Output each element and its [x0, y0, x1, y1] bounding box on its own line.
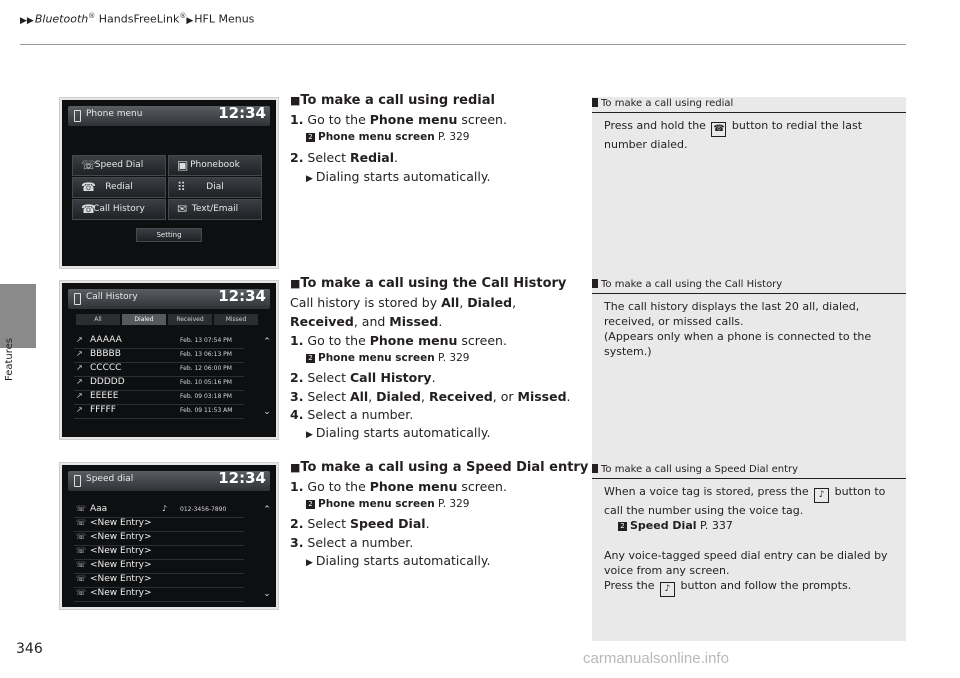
- chapter-label: Features: [4, 338, 15, 381]
- cross-reference[interactable]: 2 Phone menu screen P. 329: [306, 498, 469, 510]
- clock: 12:34: [218, 104, 266, 122]
- setting-button[interactable]: Setting: [136, 228, 202, 242]
- speed-dial-display: [62, 465, 276, 607]
- section-heading-speed-dial: ■To make a call using a Speed Dial entry: [290, 460, 589, 475]
- note-title-speed-dial: To make a call using a Speed Dial entry: [592, 464, 798, 475]
- screen-title: Phone menu: [86, 109, 143, 119]
- talk-icon: ♪: [814, 488, 829, 503]
- step-3: 3. Select a number.: [290, 535, 414, 550]
- step-result: ▶ Dialing starts automatically.: [306, 553, 491, 568]
- step-2: 2. Select Call History.: [290, 370, 436, 385]
- step-4: 4. Select a number.: [290, 407, 414, 422]
- section-heading-call-history: ■To make a call using the Call History: [290, 276, 567, 291]
- speed-dial-row[interactable]: ☏ Aaa ♪ 012-3456-7890: [74, 504, 244, 518]
- breadcrumb-arrow-icon: ▶▶: [20, 15, 34, 26]
- call-history-screenshot: [59, 280, 279, 440]
- speed-dial-row[interactable]: ☏ <New Entry>: [74, 588, 244, 602]
- phone-icon: [74, 293, 81, 305]
- dialed-call-icon: ↗: [76, 377, 83, 386]
- speed-dial-row[interactable]: ☏ <New Entry>: [74, 574, 244, 588]
- section-heading-redial: ■To make a call using redial: [290, 93, 495, 108]
- step-1: 1. Go to the Phone menu screen.: [290, 112, 507, 127]
- redial-button[interactable]: ☎ Redial: [72, 177, 166, 198]
- step-2: 2. Select Redial.: [290, 150, 399, 165]
- scroll-down-icon[interactable]: ⌄: [263, 589, 271, 599]
- phone-icon: [74, 110, 81, 122]
- call-row[interactable]: ↗ EEEEE Feb. 09 03:18 PM: [74, 391, 244, 405]
- call-history-button[interactable]: ☎ Call History: [72, 199, 166, 220]
- speed-dial-icon: ☏: [81, 158, 97, 172]
- dialed-call-icon: ↗: [76, 363, 83, 372]
- scroll-up-icon[interactable]: ⌃: [263, 505, 271, 515]
- phone-icon: [74, 475, 81, 487]
- note-rule: [592, 112, 906, 113]
- note-rule: [592, 293, 906, 294]
- tab-received[interactable]: Received: [168, 314, 212, 325]
- dialed-call-icon: ↗: [76, 391, 83, 400]
- keypad-icon: ⠿: [177, 180, 186, 194]
- step-result: ▶ Dialing starts automatically.: [306, 425, 491, 440]
- envelope-icon: ✉: [177, 202, 188, 216]
- note-title-redial: To make a call using redial: [592, 98, 733, 109]
- speed-dial-row[interactable]: ☏ <New Entry>: [74, 532, 244, 546]
- speed-dial-screenshot: [59, 462, 279, 610]
- phone-icon: ☏: [76, 518, 87, 527]
- step-1: 1. Go to the Phone menu screen.: [290, 333, 507, 348]
- screen-title: Speed dial: [86, 474, 134, 484]
- text-email-button[interactable]: ✉ Text/Email: [168, 199, 262, 220]
- reference-icon: 2: [306, 133, 315, 142]
- registered-mark-2: ®: [179, 12, 187, 20]
- step-2: 2. Select Speed Dial.: [290, 516, 430, 531]
- tab-dialed[interactable]: Dialed: [122, 314, 166, 325]
- call-history-display: [62, 283, 276, 437]
- scroll-up-icon[interactable]: ⌃: [263, 337, 271, 347]
- phone-menu-display: [62, 100, 276, 266]
- clock: 12:34: [218, 469, 266, 487]
- clock: 12:34: [218, 287, 266, 305]
- phone-icon: ☏: [76, 546, 87, 555]
- intro-line-2: Received, and Missed.: [290, 314, 443, 329]
- speed-dial-button[interactable]: ☏ Speed Dial: [72, 155, 166, 176]
- screen-title-bar: [68, 289, 270, 309]
- call-row[interactable]: ↗ AAAAA Feb. 13 07:54 PM: [74, 335, 244, 349]
- phone-icon: ☏: [76, 504, 87, 513]
- breadcrumb-hfl-menus: HFL Menus: [194, 12, 255, 26]
- phonebook-icon: ▣: [177, 158, 189, 172]
- result-arrow-icon: ▶: [306, 558, 313, 568]
- call-row[interactable]: ↗ CCCCC Feb. 12 06:00 PM: [74, 363, 244, 377]
- breadcrumb-bluetooth: Bluetooth: [34, 12, 89, 26]
- reference-icon: 2: [306, 500, 315, 509]
- call-history-icon: ☎: [81, 202, 96, 216]
- note-marker-icon: [592, 98, 598, 107]
- reference-icon: 2: [306, 354, 315, 363]
- speed-dial-row[interactable]: ☏ <New Entry>: [74, 546, 244, 560]
- screen-title-bar: [68, 106, 270, 126]
- call-row[interactable]: ↗ DDDDD Feb. 10 05:16 PM: [74, 377, 244, 391]
- cross-reference[interactable]: 2 Phone menu screen P. 329: [306, 352, 469, 364]
- tab-all[interactable]: All: [76, 314, 120, 325]
- reference-icon: 2: [618, 522, 627, 531]
- note-marker-icon: [592, 279, 598, 288]
- screen-title: Call History: [86, 292, 138, 302]
- dial-button[interactable]: ⠿ Dial: [168, 177, 262, 198]
- phone-menu-screenshot: [59, 97, 279, 269]
- result-arrow-icon: ▶: [306, 430, 313, 440]
- intro-line-1: Call history is stored by All, Dialed,: [290, 295, 517, 310]
- pick-up-icon: ☎: [711, 122, 726, 137]
- phone-icon: ☏: [76, 532, 87, 541]
- note-rule: [592, 478, 906, 479]
- speed-dial-row[interactable]: ☏ <New Entry>: [74, 518, 244, 532]
- phone-icon: ☏: [76, 560, 87, 569]
- step-1: 1. Go to the Phone menu screen.: [290, 479, 507, 494]
- call-row[interactable]: ↗ BBBBB Feb. 13 06:13 PM: [74, 349, 244, 363]
- note-marker-icon: [592, 464, 598, 473]
- header-rule: [20, 44, 906, 45]
- phone-icon: ☏: [76, 588, 87, 597]
- dialed-call-icon: ↗: [76, 335, 83, 344]
- redial-icon: ☎: [81, 180, 96, 194]
- note-text: Press and hold the ☎ button to redial the last number dialed.: [604, 119, 863, 151]
- page-number: 346: [16, 641, 43, 657]
- note-text: When a voice tag is stored, press the ♪ button to call the number using the voice tag. 2 Speed Dial P. 337 Any voice-tagged speed dial entry can be dialed by voice from any screen. Press the ♪ button and follow the prompts.: [604, 484, 888, 597]
- result-arrow-icon: ▶: [306, 174, 313, 184]
- registered-mark: ®: [88, 12, 96, 20]
- dialed-call-icon: ↗: [76, 405, 83, 414]
- voice-tag-icon: ♪: [162, 504, 168, 513]
- call-row[interactable]: ↗ FFFFF Feb. 09 11:53 AM: [74, 405, 244, 419]
- phonebook-button[interactable]: ▣ Phonebook: [168, 155, 262, 176]
- cross-reference[interactable]: 2 Phone menu screen P. 329: [306, 131, 469, 143]
- breadcrumb-handsfreelink: HandsFreeLink: [95, 12, 180, 26]
- scroll-down-icon[interactable]: ⌄: [263, 407, 271, 417]
- speed-dial-row[interactable]: ☏ <New Entry>: [74, 560, 244, 574]
- breadcrumb-arrow-icon-2: ▶: [186, 15, 194, 26]
- tab-missed[interactable]: Missed: [214, 314, 258, 325]
- dialed-call-icon: ↗: [76, 349, 83, 358]
- breadcrumb: [20, 12, 254, 26]
- phone-icon: ☏: [76, 574, 87, 583]
- note-text: The call history displays the last 20 all, dialed, received, or missed calls. (Appears only when a phone is connected to the system.): [604, 300, 872, 358]
- talk-icon: ♪: [660, 582, 675, 597]
- screen-title-bar: [68, 471, 270, 491]
- watermark: carmanualsonline.info: [583, 650, 729, 667]
- step-result: ▶ Dialing starts automatically.: [306, 169, 491, 184]
- step-3: 3. Select All, Dialed, Received, or Missed.: [290, 389, 571, 404]
- note-title-call-history: To make a call using the Call History: [592, 279, 782, 290]
